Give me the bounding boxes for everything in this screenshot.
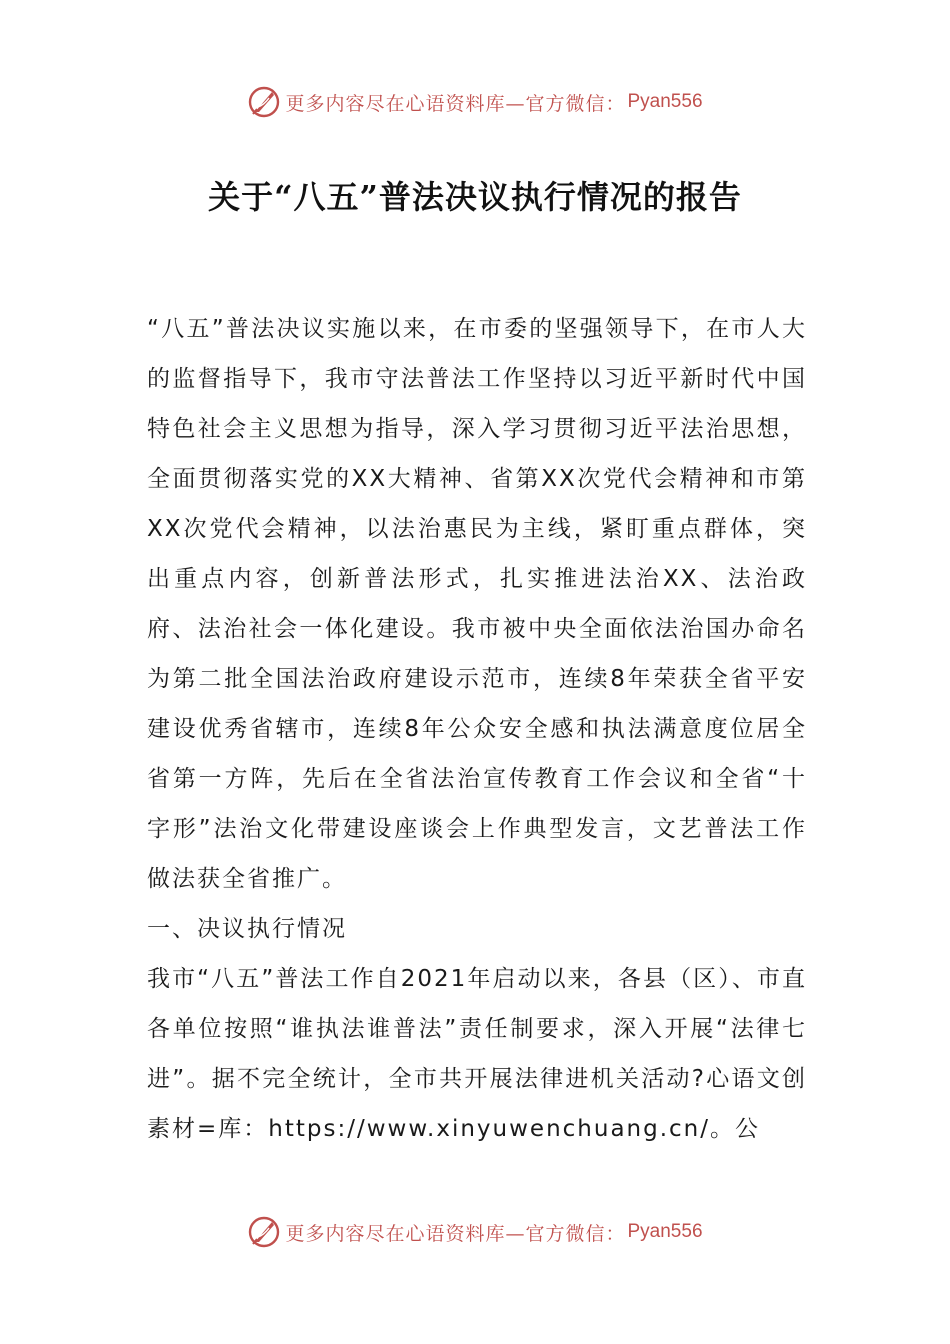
quill-logo-icon	[247, 85, 281, 119]
watermark-wechat-id: Pyan556	[627, 1221, 703, 1242]
section-heading: 一、决议执行情况	[147, 916, 347, 942]
quill-logo-icon	[247, 1215, 281, 1249]
footer-watermark	[0, 1212, 950, 1252]
body-paragraph: 我市“八五”普法工作自2021年启动以来，各县（区）、市直各单位按照“谁执法谁普法”责任制要求，深入开展“法律七进”。据不完全统计，全市共开展法律进机关活动?心语文创素材=库：https://www.xinyuwenchuang.cn/。公	[147, 966, 807, 1142]
watermark-text: 更多内容尽在心语资料库—官方微信：	[285, 92, 626, 115]
intro-paragraph: “八五”普法决议实施以来，在市委的坚强领导下，在市人大的监督指导下，我市守法普法工作坚持以习近平新时代中国特色社会主义思想为指导，深入学习贯彻习近平法治思想，全面贯彻落实党的XX大精神、省第XX次党代会精神和市第XX次党代会精神，以法治惠民为主线，紧盯重点群体，突出重点内容，创新普法形式，扎实推进法治XX、法治政府、法治社会一体化建设。我市被中央全面依法治国办命名为第二批全国法治政府建设示范市，连续8年荣获全省平安建设优秀省辖市，连续8年公众安全感和执法满意度位居全省第一方阵，先后在全省法治宣传教育工作会议和全省“十字形”法治文化带建设座谈会上作典型发言，文艺普法工作做法获全省推广。	[147, 316, 807, 892]
document-body	[147, 304, 807, 1154]
header-watermark	[0, 82, 950, 122]
document-title: 关于“八五”普法决议执行情况的报告	[208, 178, 742, 216]
watermark-text: 更多内容尽在心语资料库—官方微信：	[285, 1222, 626, 1245]
watermark-wechat-id: Pyan556	[627, 91, 703, 112]
